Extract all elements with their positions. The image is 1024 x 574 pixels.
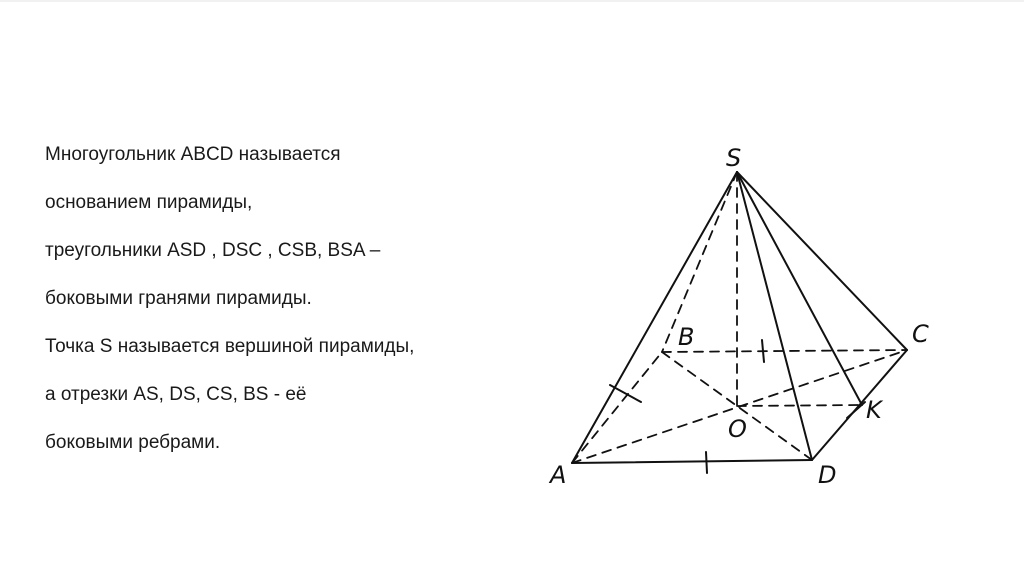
edge-AD — [572, 460, 812, 463]
tick-AB — [610, 385, 641, 402]
tick-BC — [762, 340, 764, 362]
edge-SA — [572, 172, 737, 463]
edge-SD — [737, 172, 812, 460]
edge-SB — [662, 172, 737, 352]
label-S: S — [726, 144, 742, 172]
text-line-7: боковыми ребрами. — [45, 432, 221, 453]
definition-text — [45, 138, 525, 474]
edge-AB — [572, 352, 662, 463]
segment-OK — [737, 405, 862, 406]
pyramid-svg — [540, 130, 960, 500]
text-line-1: Многоугольник ABCD называется — [45, 144, 341, 165]
pyramid-diagram — [540, 130, 960, 500]
text-line-4: боковыми гранями пирамиды. — [45, 288, 312, 309]
text-line-2: основанием пирамиды, — [45, 192, 253, 213]
text-line-6: а отрезки AS, DS, CS, BS - её — [45, 384, 307, 405]
text-line-5: Точка S называется вершиной пирамиды, — [45, 336, 415, 357]
label-C: C — [912, 320, 929, 348]
text-line-3: треугольники ASD , DSC , CSB, BSA – — [45, 240, 381, 261]
edge-SC — [737, 172, 907, 350]
top-divider — [0, 0, 1024, 2]
label-D: D — [818, 461, 837, 489]
label-O: O — [728, 415, 747, 443]
edge-SK — [737, 172, 862, 405]
tick-AD — [706, 452, 707, 473]
label-B: B — [678, 323, 695, 351]
label-A: A — [550, 461, 567, 489]
label-K: K — [866, 396, 882, 424]
